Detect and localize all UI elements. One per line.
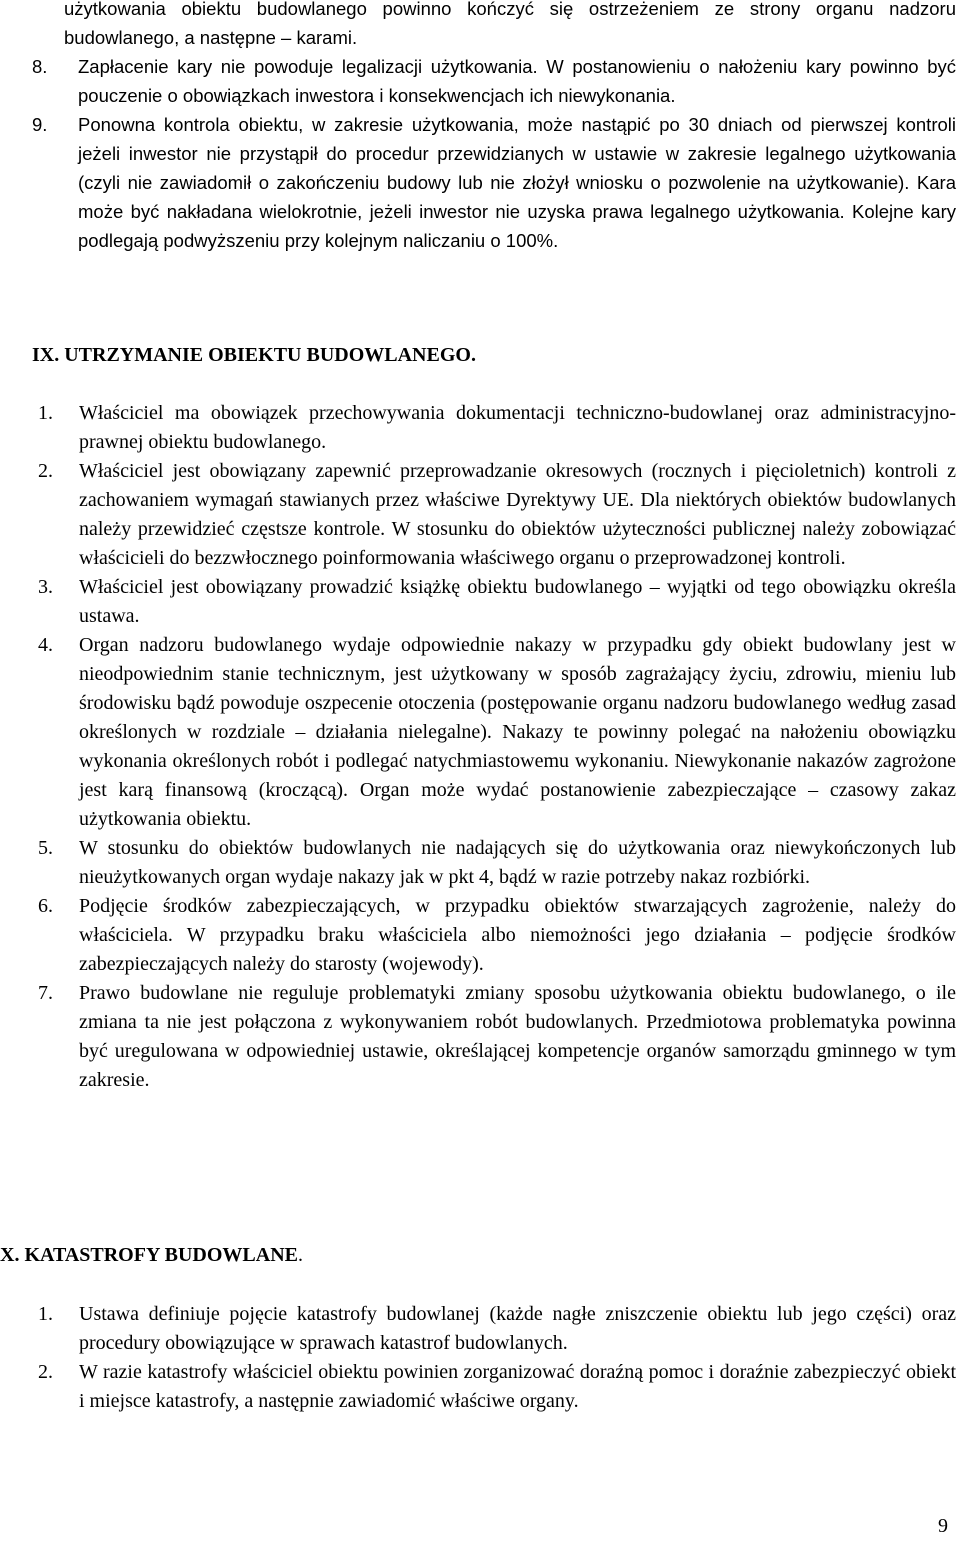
list-number: 2. [38, 1361, 53, 1383]
list-text: W stosunku do obiektów budowlanych nie nadających się do użytkowania oraz niewykończonych lub nieużytkowanych organ wydaje nakazy jak w pkt 4, bądź w razie potrzeby nakaz rozbiórki. [79, 837, 956, 888]
list-number: 4. [38, 634, 53, 656]
list-item-2 [32, 1358, 956, 1416]
list-item-6 [32, 892, 956, 979]
list-item-1 [32, 399, 956, 457]
list-number: 8. [32, 56, 48, 77]
list-text: Prawo budowlane nie reguluje problematyki zmiany sposobu użytkowania obiektu budowlanego, o ile zmiana ta nie jest połączona z wykonywaniem robót budowlanych. Przedmiotowa problematyka powinna być uregulowana w odpowiedniej ustawie, określającej kompetencje organów samorządu gminnego w tym zakresie. [79, 982, 956, 1091]
list-number: 9. [32, 114, 48, 135]
section-ix-heading: IX. UTRZYMANIE OBIEKTU BUDOWLANEGO. [32, 344, 476, 366]
list-number: 1. [38, 1303, 53, 1325]
list-text: Podjęcie środków zabezpieczających, w przypadku obiektów stwarzających zagrożenie, należy do właściciela. W przypadku braku właściciela albo niemożności jego działania – podjęcie środków zabezpieczających należy do starosty (wojewody). [79, 895, 956, 975]
list-number: 3. [38, 576, 53, 598]
list-item-3 [32, 573, 956, 631]
continued-paragraph: użytkowania obiektu budowlanego powinno kończyć się ostrzeżeniem ze strony organu nadzoru budowlanego, a następne – karami. [64, 0, 956, 48]
list-number: 2. [38, 460, 53, 482]
list-text: W razie katastrofy właściciel obiektu powinien zorganizować doraźną pomoc i doraźnie zabezpieczyć obiekt i miejsce katastrofy, a następnie zawiadomić właściwe organy. [79, 1361, 956, 1412]
list-item-1 [32, 1300, 956, 1358]
page-number: 9 [938, 1515, 948, 1537]
list-text: Organ nadzoru budowlanego wydaje odpowiednie nakazy w przypadku gdy obiekt budowlany jest w nieodpowiednim stanie technicznym, jest użytkowany w sposób zagrażający życiu, zdrowiu, mieniu lub środowisku bądź powoduje oszpecenie otoczenia (postępowanie organu nadzoru budowlanego według zasad określonych w rozdziale – działania nielegalne). Nakazy te powinny polegać na nałożeniu obowiązku wykonania określonych robót i podlegać natychmiastowemu wykonaniu. Niewykonanie nakazów zagrożone jest karą finansową (kroczącą). Organ może wydać postanowienie zabezpieczające – czasowy zakaz użytkowania obiektu. [79, 634, 956, 830]
section-x-heading-text: X. KATASTROFY BUDOWLANE [0, 1244, 298, 1266]
list-text: Ustawa definiuje pojęcie katastrofy budowlanej (każde nagłe zniszczenie obiektu lub jego części) oraz procedury obowiązujące w sprawach katastrof budowlanych. [79, 1303, 956, 1354]
section-viii-tail [64, 0, 956, 52]
list-item-4 [32, 631, 956, 834]
list-item-9 [32, 110, 956, 255]
list-text: Właściciel jest obowiązany zapewnić przeprowadzanie okresowych (rocznych i pięcioletnich) kontroli z zachowaniem wymagań stawianych przez właściwe Dyrektywy UE. Dla niektórych obiektów budowlanych należy przewidzieć częstsze kontrole. W stosunku do obiektów użyteczności publicznej należy zobowiązać właścicieli do bezzwłocznego poinformowania właściwego organu o przeprowadzonej kontroli. [79, 460, 956, 569]
list-text: Właściciel jest obowiązany prowadzić książkę obiektu budowlanego – wyjątki od tego obowiązku określa ustawa. [79, 576, 956, 627]
list-number: 1. [38, 402, 53, 424]
list-number: 6. [38, 895, 53, 917]
section-x-list [32, 1300, 956, 1416]
list-item-2 [32, 457, 956, 573]
list-item-5 [32, 834, 956, 892]
section-viii-list [32, 52, 956, 255]
section-x-heading-dot: . [298, 1244, 303, 1266]
list-item-7 [32, 979, 956, 1095]
section-ix-list [32, 399, 956, 1095]
list-text: Ponowna kontrola obiektu, w zakresie użytkowania, może nastąpić po 30 dniach od pierwszej kontroli jeżeli inwestor nie przystąpił do procedur przewidzianych w ustawie w zakresie legalnego użytkowania (czyli nie zawiadomił o zakończeniu budowy lub nie złożył wniosku o pozwolenie na użytkowanie). Kara może być nakładana wielokrotnie, jeżeli inwestor nie uzyska prawa legalnego użytkowania. Kolejne kary podlegają podwyższeniu przy kolejnym naliczaniu o 100%. [78, 114, 956, 251]
list-number: 7. [38, 982, 53, 1004]
list-text: Zapłacenie kary nie powoduje legalizacji użytkowania. W postanowieniu o nałożeniu kary powinno być pouczenie o obowiązkach inwestora i konsekwencjach ich niewykonania. [78, 56, 956, 106]
section-x-heading [0, 1241, 303, 1270]
list-number: 5. [38, 837, 53, 859]
list-text: Właściciel ma obowiązek przechowywania dokumentacji techniczno-budowlanej oraz administracyjno-prawnej obiektu budowlanego. [79, 402, 956, 453]
list-item-8 [32, 52, 956, 110]
